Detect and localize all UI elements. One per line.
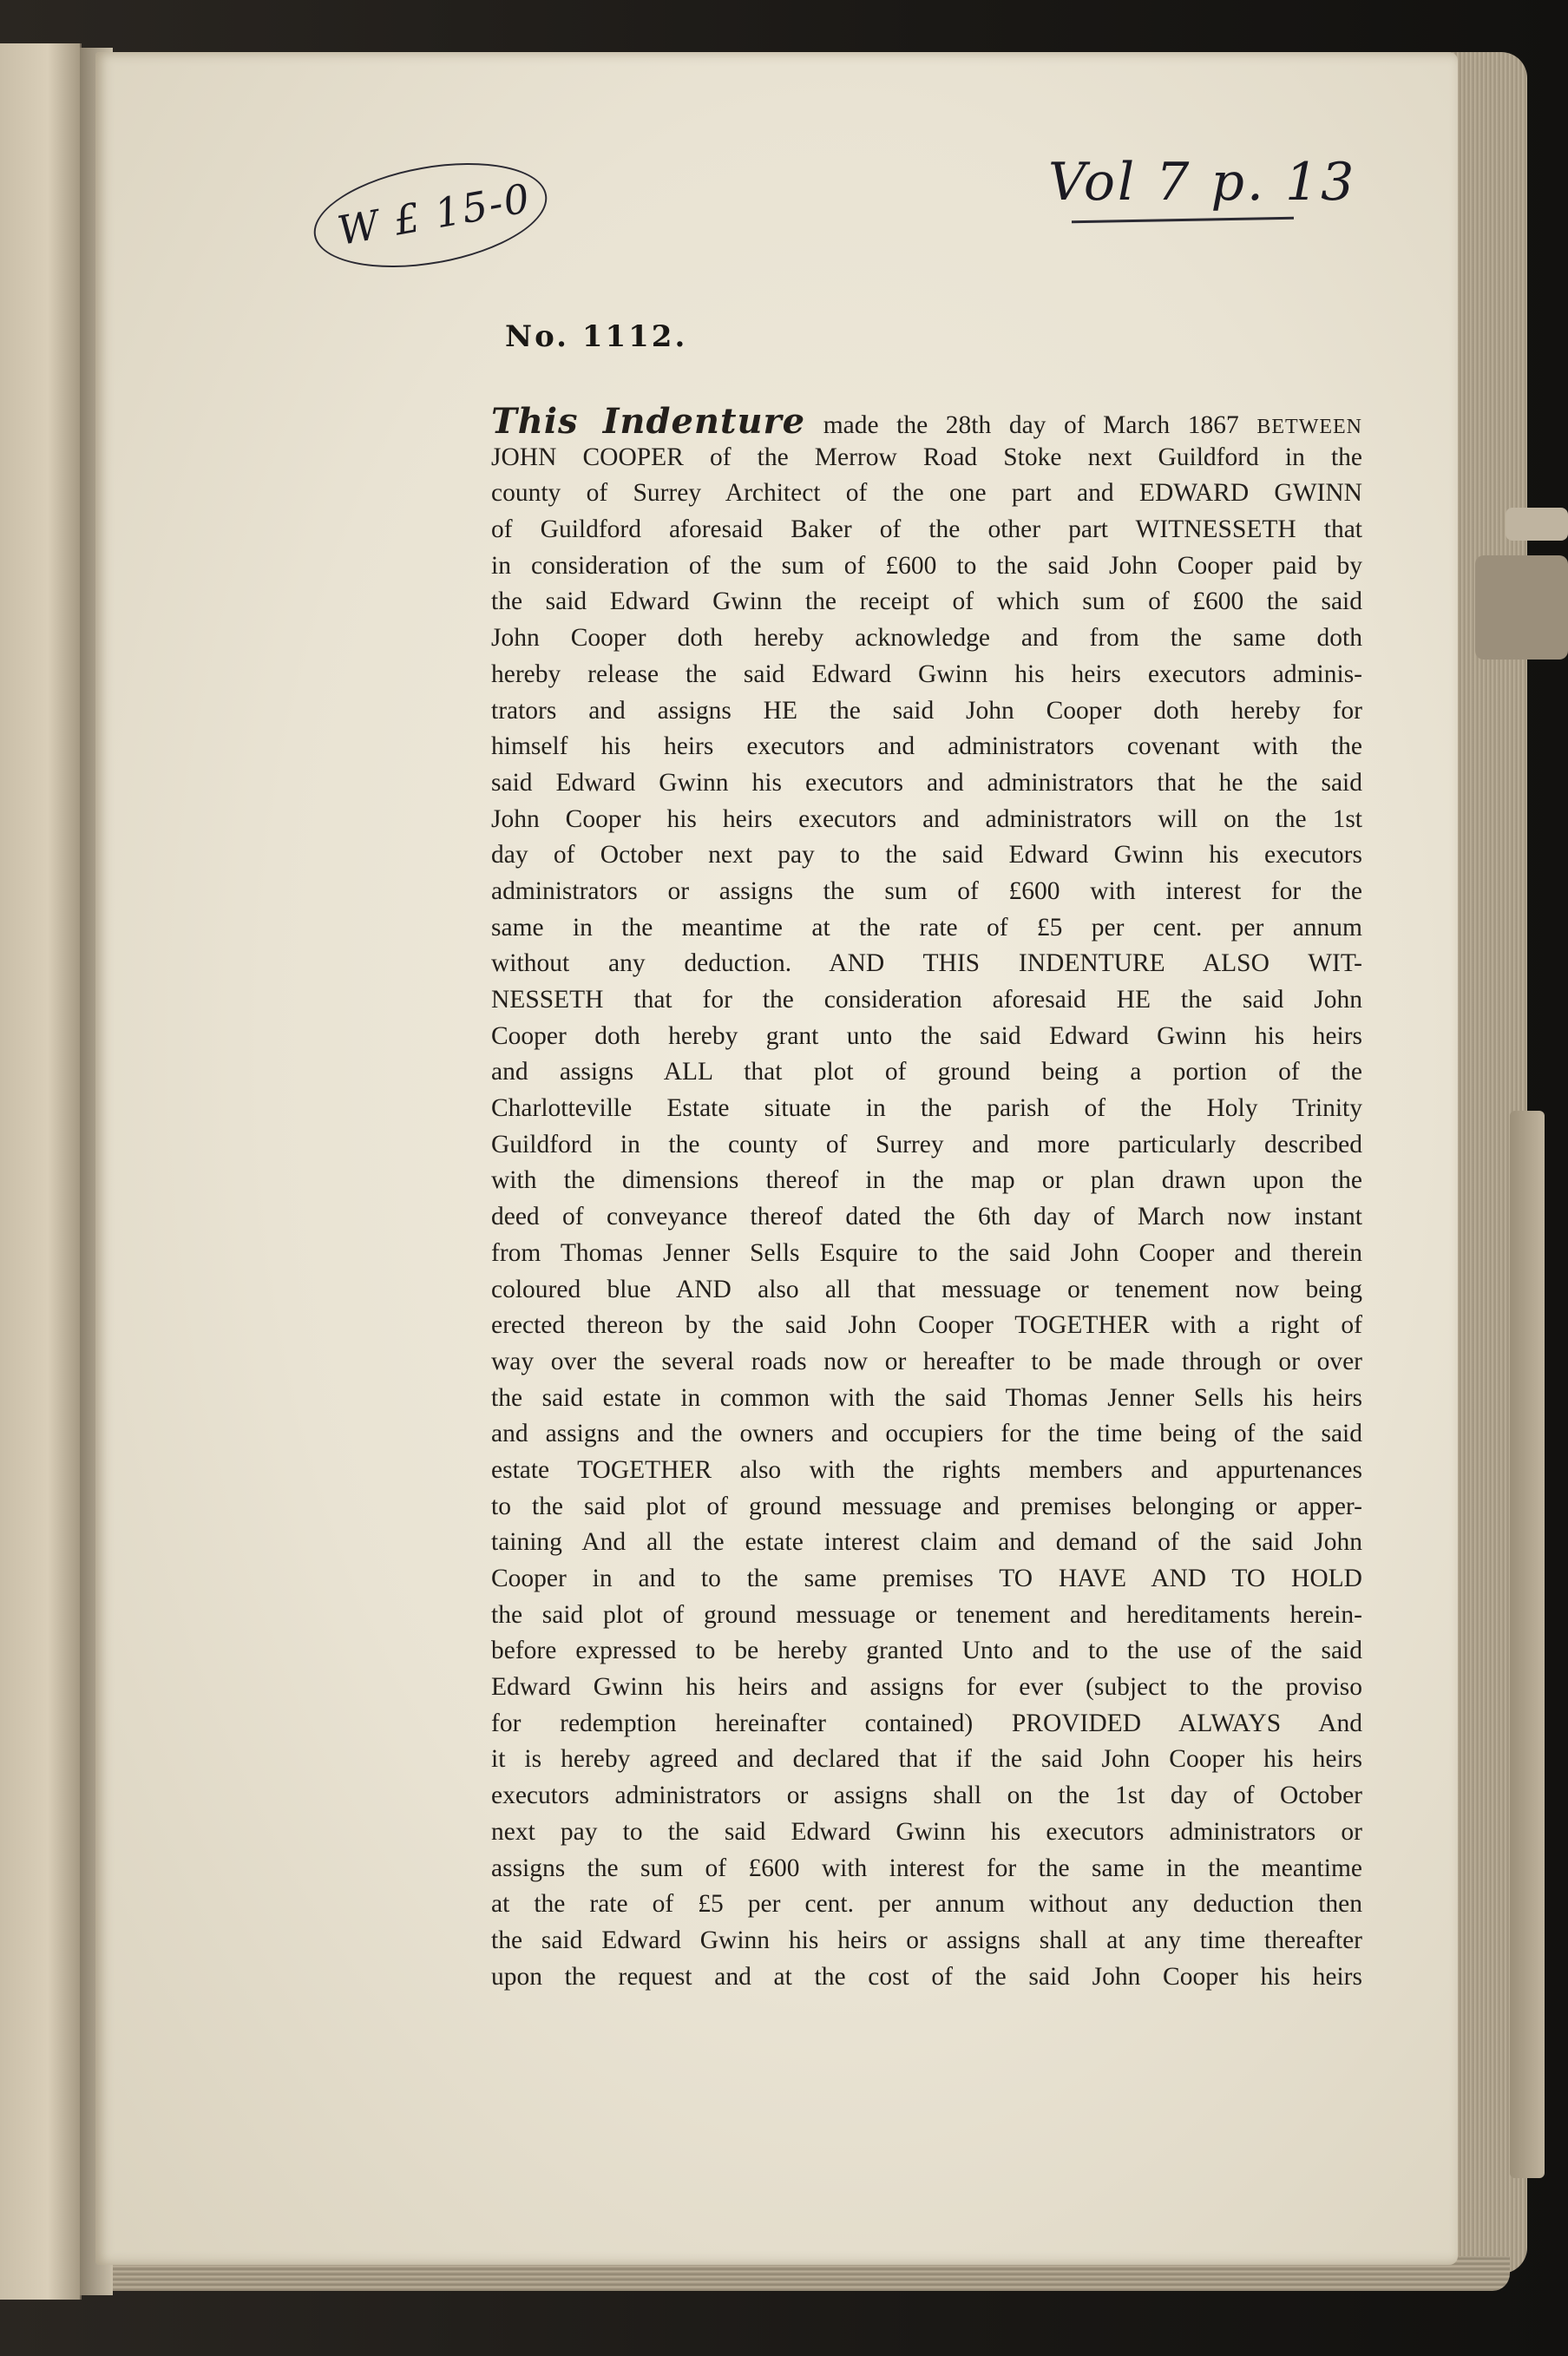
text-line: JOHN COOPER of the Merrow Road Stoke next Guildford in the	[491, 443, 1362, 471]
text-line: estate TOGETHER also with the rights members and appurtenances	[491, 1455, 1362, 1484]
text-line: the said Edward Gwinn the receipt of which sum of £600 the said	[491, 587, 1362, 616]
text-line: way over the several roads now or hereafter to be made through or over	[491, 1347, 1362, 1375]
lead-phrase: This Indenture	[491, 401, 806, 442]
text-line: Cooper in and to the same premises TO HAVE AND TO HOLD	[491, 1565, 1362, 1592]
text-line: next pay to the said Edward Gwinn his executors administrators or	[491, 1817, 1362, 1846]
text-line: Cooper doth hereby grant unto the said Edward Gwinn his heirs	[491, 1021, 1362, 1050]
text-line: day of October next pay to the said Edward Gwinn his executors	[491, 841, 1362, 870]
text-line	[491, 401, 1363, 442]
text-line: at the rate of £5 per cent. per annum without any deduction then	[491, 1890, 1362, 1919]
document-number: No. 1112.	[505, 319, 688, 354]
text-line-content: made the 28th day of March 1867	[823, 411, 1239, 439]
text-line: himself his heirs executors and administrators covenant with the	[491, 732, 1362, 761]
text-line: assigns the sum of £600 with interest for the same in the meantime	[491, 1854, 1362, 1882]
paper-scrap	[1506, 508, 1568, 541]
text-line: for redemption hereinafter contained) PROVIDED ALWAYS And	[491, 1709, 1362, 1737]
text-line: hereby release the said Edward Gwinn his heirs executors adminis-	[491, 660, 1362, 688]
paper-scrap	[1475, 555, 1568, 660]
left-page-edge	[0, 43, 82, 2300]
text-line: said Edward Gwinn his executors and administrators that he the said	[491, 768, 1362, 797]
handwritten-price-note: W £ 15-0	[334, 174, 535, 255]
text-line: to the said plot of ground messuage and premises belonging or apper-	[491, 1492, 1362, 1520]
text-line: the said estate in common with the said Thomas Jenner Sells his heirs	[491, 1383, 1362, 1412]
text-line: coloured blue AND also all that messuage or tenement now being	[491, 1275, 1362, 1303]
text-line: taining And all the estate interest claim and demand of the said John	[491, 1528, 1362, 1557]
text-line: administrators or assigns the sum of £600 with interest for the	[491, 876, 1362, 905]
handwritten-volume-reference: Vol 7 p. 13	[1048, 152, 1357, 213]
text-line: NESSETH that for the consideration aforesaid HE the said John	[491, 986, 1362, 1014]
text-line: and assigns and the owners and occupiers for the time being of the said	[491, 1420, 1362, 1448]
text-line: and assigns ALL that plot of ground being a portion of the	[491, 1058, 1362, 1086]
text-line: Edward Gwinn his heirs and assigns for ever (subject to the proviso	[491, 1673, 1362, 1702]
text-line: of Guildford aforesaid Baker of the other part WITNESSETH that	[491, 515, 1362, 544]
text-line: with the dimensions thereof in the map or plan drawn upon the	[491, 1166, 1362, 1195]
text-line: Guildford in the county of Surrey and more particularly described	[491, 1130, 1362, 1158]
text-line: same in the meantime at the rate of £5 per cent. per annum	[491, 913, 1362, 942]
text-line: from Thomas Jenner Sells Esquire to the said John Cooper and therein	[491, 1238, 1362, 1267]
text-line: Charlotteville Estate situate in the parish of the Holy Trinity	[491, 1094, 1362, 1123]
text-line: executors administrators or assigns shall on the 1st day of October	[491, 1782, 1362, 1810]
indenture-body	[491, 401, 1363, 1995]
text-line: upon the request and at the cost of the said John Cooper his heirs	[491, 1962, 1362, 1991]
text-line: trators and assigns HE the said John Cooper doth hereby for	[491, 696, 1362, 725]
text-line: in consideration of the sum of £600 to the said John Cooper paid by	[491, 551, 1362, 580]
text-line: the said plot of ground messuage or tenement and hereditaments herein-	[491, 1600, 1362, 1629]
text-line: before expressed to be hereby granted Unto and to the use of the said	[491, 1637, 1362, 1665]
text-line: erected thereon by the said John Cooper TOGETHER with a right of	[491, 1311, 1362, 1340]
text-line: without any deduction. AND THIS INDENTURE ALSO WIT-	[491, 949, 1362, 978]
text-line: it is hereby agreed and declared that if the said John Cooper his heirs	[491, 1745, 1362, 1774]
right-page-tab	[1510, 1111, 1545, 2178]
text-line: deed of conveyance thereof dated the 6th day of March now instant	[491, 1203, 1362, 1231]
text-line: John Cooper his heirs executors and administrators will on the 1st	[491, 804, 1362, 833]
text-line: county of Surrey Architect of the one part and EDWARD GWINN	[491, 479, 1362, 508]
text-line: the said Edward Gwinn his heirs or assigns shall at any time thereafter	[491, 1926, 1362, 1954]
between-word: BETWEEN	[1256, 416, 1363, 438]
text-line: John Cooper doth hereby acknowledge and from the same doth	[491, 624, 1362, 653]
